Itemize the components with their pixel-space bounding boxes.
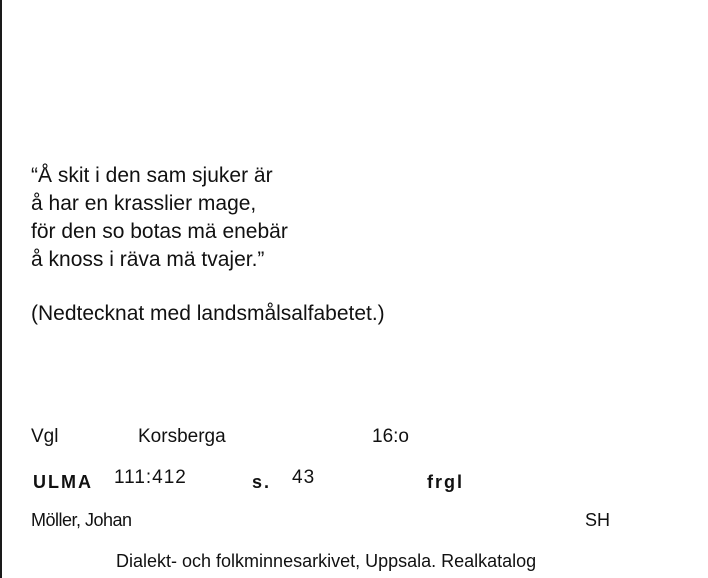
recorder-name: Möller, Johan [31,510,132,530]
format-code: 16:o [372,426,409,447]
cropped-top-text [150,0,450,4]
page-label: s. [252,472,272,492]
archive-footer: Dialekt- och folkminnesarkivet, Uppsala. Realkatalog [116,551,537,571]
transcription-note: (Nedtecknat med landsmålsalfabetet.) [31,302,385,325]
page-number: 43 [292,467,316,488]
card-left-border [0,0,2,578]
region-code: Vgl [31,426,59,447]
poem-line-1: “Å skit i den sam sjuker är [31,164,273,187]
archive-label: ULMA [33,472,93,492]
cataloguer-initials: SH [585,510,611,530]
poem-line-4: å knoss i räva mä tvajer.” [31,248,265,271]
poem-text [31,162,288,274]
category-code: frgl [427,472,464,492]
place-name: Korsberga [138,426,226,447]
archive-number: 111:412 [114,467,187,488]
poem-line-3: för den so botas mä enebär [31,220,288,243]
poem-line-2: å har en krasslier mage, [31,192,257,215]
